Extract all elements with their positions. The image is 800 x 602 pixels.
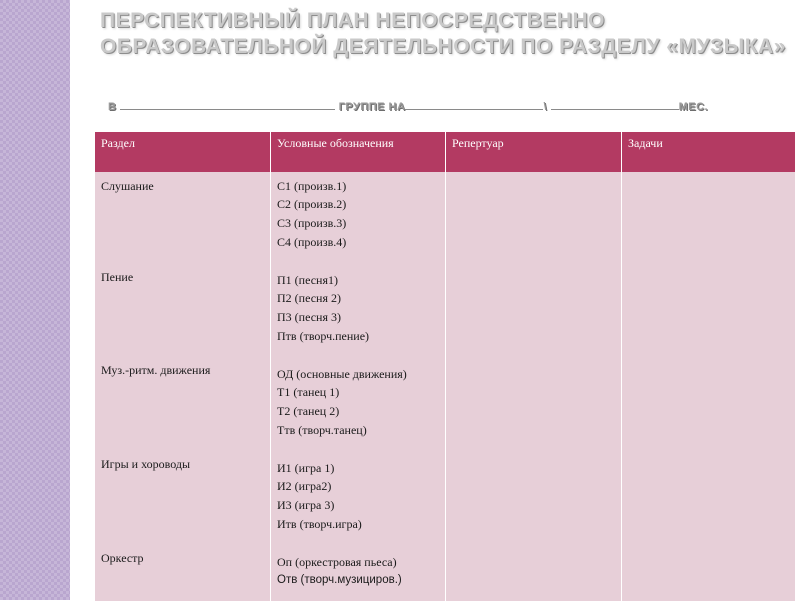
tasks-cell <box>622 172 795 601</box>
code-item: С4 (произв.4) <box>277 235 347 249</box>
subtitle-month-label: МЕС. <box>678 101 709 113</box>
table-body-row <box>95 172 795 601</box>
month-blank <box>551 99 679 110</box>
group-month-line <box>108 99 788 113</box>
code-item: П3 (песня 3) <box>277 310 341 324</box>
repertoire-cell <box>446 172 622 601</box>
section-listening: Слушание <box>101 179 154 193</box>
header-section: Раздел <box>95 132 271 172</box>
code-item: С3 (произв.3) <box>277 216 347 230</box>
section-movement: Муз.-ритм. движения <box>101 363 211 377</box>
period-blank <box>405 99 543 110</box>
decorative-side-strip <box>0 0 70 600</box>
code-item: Ттв (творч.танец) <box>277 423 367 437</box>
table-header-row <box>95 132 795 172</box>
subtitle-group-label: ГРУППЕ НА <box>338 101 406 113</box>
code-item: И3 (игра 3) <box>277 498 335 512</box>
code-item: И1 (игра 1) <box>277 461 335 475</box>
code-item: П2 (песня 2) <box>277 291 341 305</box>
group-blank <box>120 99 335 110</box>
header-tasks: Задачи <box>628 136 663 150</box>
code-item: Т1 (танец 1) <box>277 385 340 399</box>
code-item: С2 (произв.2) <box>277 197 347 211</box>
section-column <box>95 172 271 601</box>
code-item: Итв (творч.игра) <box>277 517 362 531</box>
code-item: ОД (основные движения) <box>277 367 407 381</box>
subtitle-prefix: В <box>108 101 117 113</box>
codes-column <box>271 172 446 601</box>
page-title: ПЕРСПЕКТИВНЫЙ ПЛАН НЕПОСРЕДСТВЕННО ОБРАЗОВАТЕЛЬНОЙ ДЕЯТЕЛЬНОСТИ ПО РАЗДЕЛУ «МУЗЫКА» <box>100 9 786 58</box>
header-repertoire: Репертуар <box>446 132 622 172</box>
code-item: П1 (песня1) <box>277 273 338 287</box>
code-item: И2 (игра2) <box>277 479 332 493</box>
code-item: Птв (творч.пение) <box>277 329 370 343</box>
code-item: Т2 (танец 2) <box>277 404 340 418</box>
code-item: С1 (произв.1) <box>277 179 347 193</box>
subtitle-separator: \ <box>543 101 548 113</box>
section-singing: Пение <box>101 270 134 284</box>
section-orchestra: Оркестр <box>101 551 144 565</box>
section-games: Игры и хороводы <box>101 457 191 471</box>
plan-table <box>94 131 796 602</box>
code-item: Оп (оркестровая пьеса) <box>277 555 397 569</box>
header-codes: Условные обозначения <box>271 132 446 172</box>
code-item: Отв (творч.музициров.) <box>277 574 402 586</box>
